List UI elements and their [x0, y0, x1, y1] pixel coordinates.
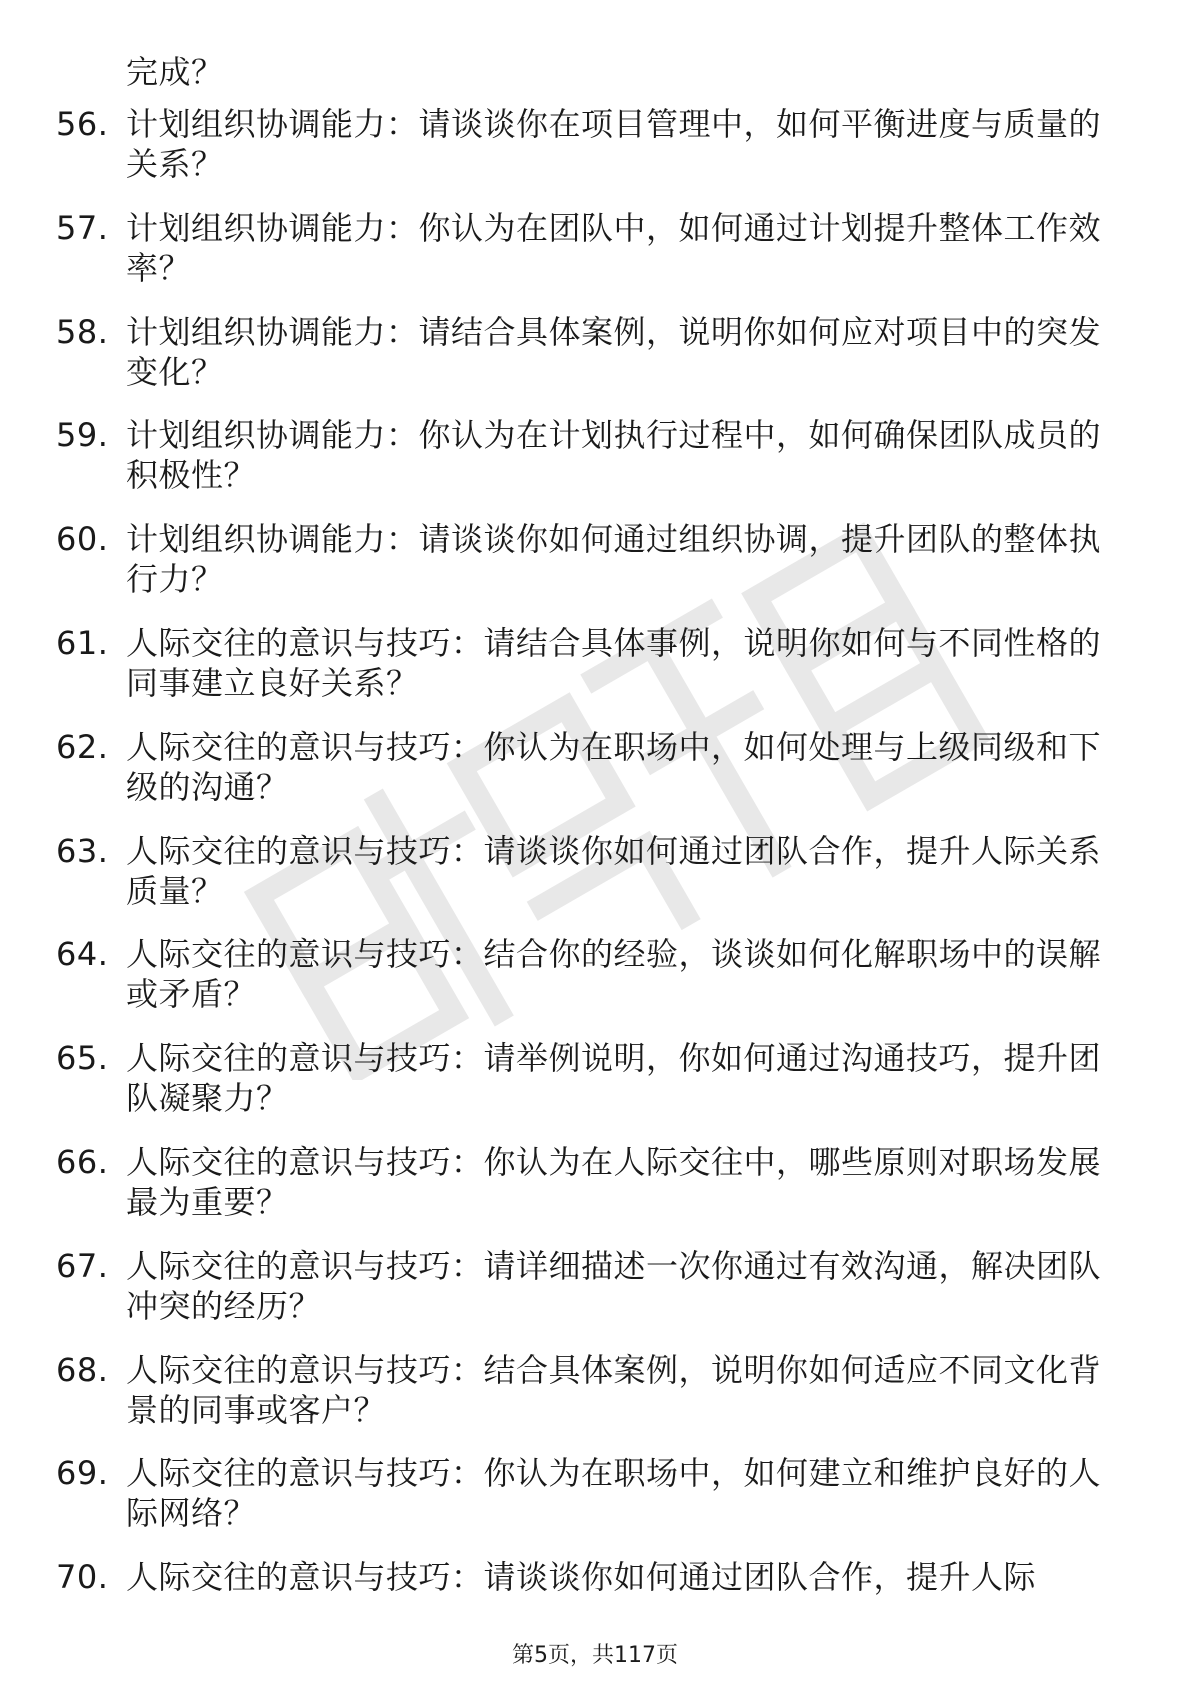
- question-number: 66.: [56, 1142, 109, 1181]
- question-list: [56, 104, 1116, 1597]
- question-text: 计划组织协调能力：请谈谈你在项目管理中，如何平衡进度与质量的关系？: [126, 105, 1102, 183]
- question-text: 计划组织协调能力：你认为在计划执行过程中，如何确保团队成员的积极性？: [126, 416, 1102, 495]
- question-number: 63.: [56, 831, 109, 870]
- question-text: 人际交往的意识与技巧：你认为在职场中，如何建立和维护良好的人际网络？: [126, 1454, 1102, 1533]
- question-text: 计划组织协调能力：请结合具体案例，说明你如何应对项目中的突发变化？: [126, 312, 1102, 391]
- question-number: 59.: [56, 416, 109, 455]
- question-number: 70.: [56, 1558, 109, 1597]
- question-item: [56, 1350, 1116, 1430]
- question-item: [56, 104, 1116, 184]
- question-number: 65.: [56, 1039, 109, 1078]
- question-item: [56, 415, 1116, 495]
- question-number: 60.: [56, 520, 109, 559]
- question-text: 人际交往的意识与技巧：请举例说明，你如何通过沟通技巧，提升团队凝聚力？: [126, 1039, 1102, 1118]
- question-number: 64.: [56, 935, 109, 974]
- question-item: [56, 208, 1116, 288]
- page-footer: 第5页，共117页: [512, 1643, 678, 1668]
- question-item: [56, 1557, 1116, 1597]
- question-text: 人际交往的意识与技巧：结合具体案例，说明你如何适应不同文化背景的同事或客户？: [126, 1350, 1102, 1429]
- question-number: 62.: [56, 727, 109, 766]
- question-text: 人际交往的意识与技巧：请结合具体事例，说明你如何与不同性格的同事建立良好关系？: [126, 623, 1102, 702]
- question-number: 56.: [56, 105, 109, 143]
- question-number: 69.: [56, 1454, 109, 1493]
- question-item: [56, 1038, 1116, 1118]
- continuation-text: 完成？: [126, 53, 224, 91]
- question-text: 人际交往的意识与技巧：你认为在职场中，如何处理与上级同级和下级的沟通？: [126, 727, 1102, 806]
- question-item: [56, 312, 1116, 392]
- question-content: [56, 40, 1116, 1621]
- question-text: 人际交往的意识与技巧：你认为在人际交往中，哪些原则对职场发展最为重要？: [126, 1142, 1102, 1221]
- question-number: 58.: [56, 312, 109, 351]
- question-number: 61.: [56, 623, 109, 662]
- question-text: 人际交往的意识与技巧：结合你的经验，谈谈如何化解职场中的误解或矛盾？: [126, 935, 1102, 1014]
- question-item: [56, 623, 1116, 703]
- question-item: [56, 519, 1116, 599]
- question-number: 57.: [56, 208, 109, 247]
- question-item: [56, 1142, 1116, 1222]
- question-number: 68.: [56, 1350, 109, 1389]
- question-text: 人际交往的意识与技巧：请谈谈你如何通过团队合作，提升人际: [126, 1558, 1037, 1597]
- question-text: 计划组织协调能力：请谈谈你如何通过组织协调，提升团队的整体执行力？: [126, 520, 1102, 599]
- question-item: [56, 831, 1116, 911]
- question-item: [56, 727, 1116, 807]
- question-item: [56, 1246, 1116, 1326]
- question-text: 人际交往的意识与技巧：请谈谈你如何通过团队合作，提升人际关系质量？: [126, 831, 1102, 910]
- question-item: [56, 934, 1116, 1014]
- question-text: 人际交往的意识与技巧：请详细描述一次你通过有效沟通，解决团队冲突的经历？: [126, 1246, 1102, 1325]
- question-item: [56, 1453, 1116, 1533]
- question-text: 计划组织协调能力：你认为在团队中，如何通过计划提升整体工作效率？: [126, 208, 1102, 287]
- question-number: 67.: [56, 1246, 109, 1285]
